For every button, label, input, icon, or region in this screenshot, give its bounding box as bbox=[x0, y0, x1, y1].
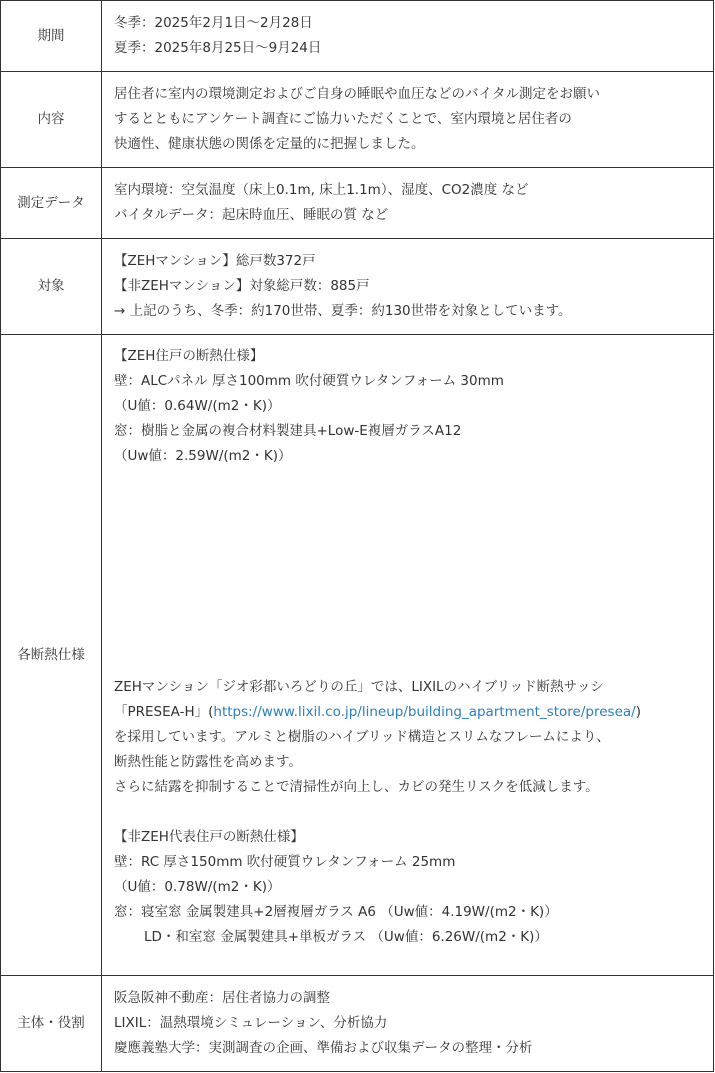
text-line: 阪急阪神不動産：居住者協力の調整 bbox=[114, 990, 330, 1006]
text-line bbox=[114, 700, 703, 725]
text-line: 壁：RC 厚さ150mm 吹付硬質ウレタンフォーム 25mm bbox=[114, 854, 456, 870]
text-line: （U値：0.64W/(m2・K)） bbox=[114, 398, 281, 414]
row-content bbox=[102, 1, 714, 72]
text-line: さらに結露を抑制することで清掃性が向上し、カビの発生リスクを低減します。 bbox=[114, 779, 599, 795]
row-content-description bbox=[1, 72, 714, 168]
blank-space bbox=[114, 469, 703, 675]
text-line: ZEHマンション「ジオ彩都いろどりの丘」では、LIXILのハイブリッド断熱サッシ bbox=[114, 679, 604, 695]
text-line: （U値：0.78W/(m2・K)） bbox=[114, 879, 281, 895]
blank-line bbox=[114, 800, 703, 825]
row-period bbox=[1, 1, 714, 72]
presea-link[interactable]: https://www.lixil.co.jp/lineup/building_apartment_store/presea/ bbox=[213, 704, 636, 720]
row-content bbox=[102, 239, 714, 335]
row-label: 対象 bbox=[1, 239, 102, 335]
row-label: 内容 bbox=[1, 72, 102, 168]
text-line: LIXIL：温熱環境シミュレーション、分析協力 bbox=[114, 1015, 388, 1031]
text-line: 断熱性能と防露性を高めます。 bbox=[114, 754, 302, 770]
text-line: LD・和室窓 金属製建具+単板ガラス （Uw値：6.26W/(m2・K)） bbox=[144, 929, 548, 945]
row-content bbox=[102, 976, 714, 1072]
zeh-spec-heading: 【ZEH住戸の断熱仕様】 bbox=[114, 348, 264, 364]
non-zeh-spec-heading: 【非ZEH代表住戸の断熱仕様】 bbox=[114, 829, 304, 845]
row-label: 期間 bbox=[1, 1, 102, 72]
text-line: 冬季：2025年2月1日～2月28日 bbox=[114, 15, 313, 31]
row-roles bbox=[1, 976, 714, 1072]
row-content bbox=[102, 72, 714, 168]
text-line: 快適性、健康状態の関係を定量的に把握しました。 bbox=[114, 136, 425, 152]
text-fragment: ) bbox=[635, 704, 641, 720]
text-line: するとともにアンケート調査にご協力いただくことで、室内環境と居住者の bbox=[114, 111, 572, 127]
text-line: 夏季：2025年8月25日～9月24日 bbox=[114, 40, 322, 56]
row-target bbox=[1, 239, 714, 335]
text-line: バイタルデータ：起床時血圧、睡眠の質 など bbox=[114, 207, 389, 223]
text-line: 慶應義塾大学：実測調査の企画、準備および収集データの整理・分析 bbox=[114, 1040, 533, 1056]
text-fragment: 「PRESEA-H」( bbox=[114, 704, 214, 720]
row-content bbox=[102, 335, 714, 976]
text-line: 窓：寝室窓 金属製建具+2層複層ガラス A6 （Uw値：4.19W/(m2・K)） bbox=[114, 904, 558, 920]
text-line: （Uw値：2.59W/(m2・K)） bbox=[114, 448, 292, 464]
row-content bbox=[102, 168, 714, 239]
row-measurement-data bbox=[1, 168, 714, 239]
text-line: を採用しています。アルミと樹脂のハイブリッド構造とスリムなフレームにより、 bbox=[114, 729, 610, 745]
text-line: → 上記のうち、冬季：約170世帯、夏季：約130世帯を対象としています。 bbox=[114, 303, 572, 319]
text-line: 居住者に室内の環境測定およびご自身の睡眠や血圧などのバイタル測定をお願い bbox=[114, 86, 600, 102]
text-line: 窓：樹脂と金属の複合材料製建具+Low-E複層ガラスA12 bbox=[114, 423, 462, 439]
row-label: 主体・役割 bbox=[1, 976, 102, 1072]
row-label: 測定データ bbox=[1, 168, 102, 239]
text-line: 室内環境：空気温度（床上0.1m, 床上1.1m）、湿度、CO2濃度 など bbox=[114, 182, 529, 198]
row-label: 各断熱仕様 bbox=[1, 335, 102, 976]
row-insulation-specs bbox=[1, 335, 714, 976]
text-line: 【非ZEHマンション】対象総戸数：885戸 bbox=[114, 278, 370, 294]
text-line: 【ZEHマンション】総戸数372戸 bbox=[114, 253, 316, 269]
text-line: 壁：ALCパネル 厚さ100mm 吹付硬質ウレタンフォーム 30mm bbox=[114, 373, 504, 389]
